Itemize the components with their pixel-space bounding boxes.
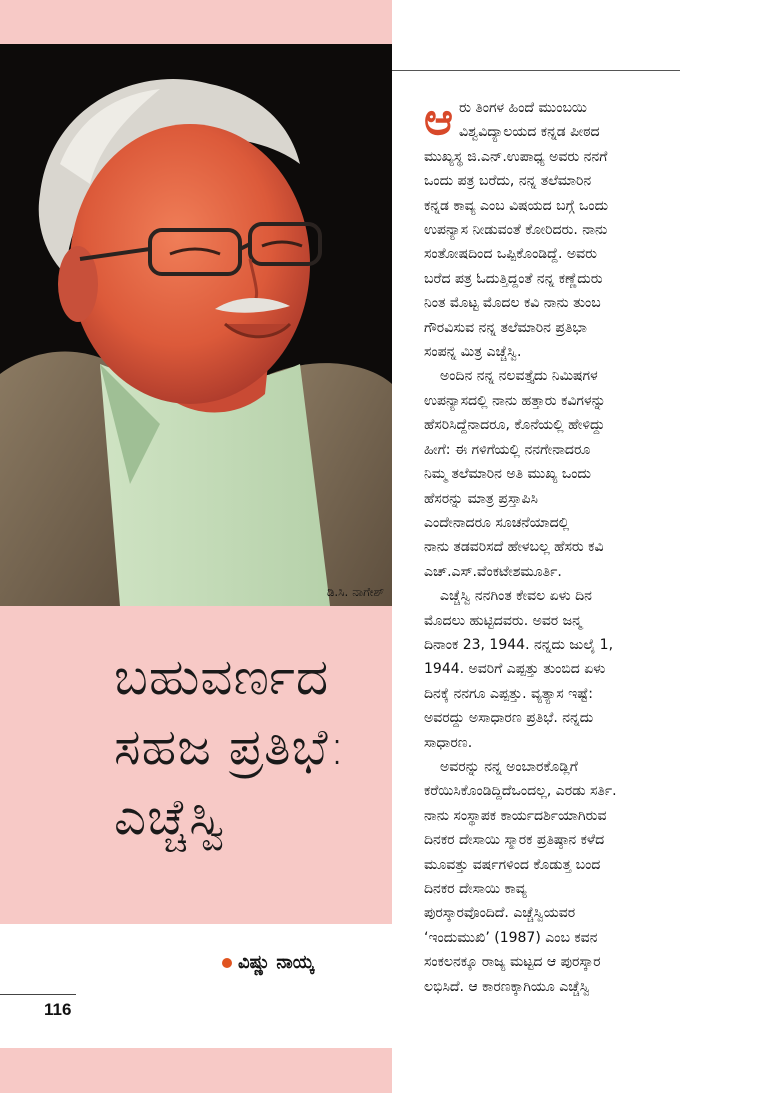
bottom-color-band xyxy=(0,1048,392,1093)
article-line: ರು ತಿಂಗಳ ಹಿಂದೆ ಮುಂಬಯಿ xyxy=(459,100,587,116)
article-line: ಲಭಿಸಿದೆ. ಆ ಕಾರಣಕ್ಕಾಗಿಯೂ ಎಚ್ಚೆಸ್ವಿ xyxy=(424,978,590,995)
article-line: ದಿನಕರ ದೇಸಾಯಿ ಕಾವ್ಯ xyxy=(424,881,527,897)
paragraph-3 xyxy=(424,584,680,755)
header-rule xyxy=(392,70,680,71)
article-line: ಮೂವತ್ತು ವರ್ಷಗಳಿಂದ ಕೊಡುತ್ತ ಬಂದ xyxy=(424,856,601,873)
page-number-rule xyxy=(0,994,76,995)
article-line: ನಾನು ತಡವರಿಸದೆ ಹೇಳಬಲ್ಲ ಹೆಸರು ಕವಿ xyxy=(424,539,604,556)
drop-cap: ಆ xyxy=(424,94,454,145)
article-line: ಉಪನ್ಯಾಸದಲ್ಲಿ ನಾನು ಹತ್ತಾರು ಕವಿಗಳನ್ನು xyxy=(424,392,606,409)
article-line: ಮುಖ್ಯಸ್ಥ ಜಿ.ಎನ್.ಉಪಾಧ್ಯ ಅವರು ನನಗೆ xyxy=(424,148,608,165)
article-line: ಸಂಪನ್ನ ಮಿತ್ರ ಎಚ್ಚೆಸ್ವಿ. xyxy=(424,344,522,361)
article-line: ದಿನಕ್ಕೆ ನನಗೂ ಎಪ್ಪತ್ತು. ವ್ಯತ್ಯಾಸ ಇಷ್ಟೆ: xyxy=(424,685,593,702)
byline xyxy=(222,952,314,973)
article-line: ಸಂತೋಷದಿಂದ ಒಪ್ಪಿಕೊಂಡಿದ್ದೆ. ಅವರು xyxy=(424,246,597,263)
article-line: 1944. ಅವರಿಗೆ ಎಪ್ಪತ್ತು ತುಂಬಿದ ಏಳು xyxy=(424,661,606,678)
article-line: ಹೆಸರಿಸಿದ್ದೆನಾದರೂ, ಕೊನೆಯಲ್ಲಿ ಹೇಳಿದ್ದು xyxy=(424,417,605,434)
top-color-band xyxy=(0,0,392,44)
bullet-icon xyxy=(222,958,232,968)
article-line: ದಿನಕರ ದೇಸಾಯಿ ಸ್ಮಾರಕ ಪ್ರತಿಷ್ಠಾನ ಕಳೆದ xyxy=(424,832,605,849)
article-line: ಅವರದ್ದು ಅಸಾಧಾರಣ ಪ್ರತಿಭೆ. ನನ್ನದು xyxy=(424,710,594,727)
article-line: ಬರೆದ ಪತ್ರ ಓದುತ್ತಿದ್ದಂತೆ ನನ್ನ ಕಣ್ಣೆದುರು xyxy=(424,270,603,287)
article-line: ವಿಶ್ವವಿದ್ಯಾಲಯದ ಕನ್ನಡ ಪೀಠದ xyxy=(459,124,600,141)
article-line: ಎಂದೇನಾದರೂ ಸೂಚನೆಯಾದಲ್ಲಿ xyxy=(424,514,570,531)
article-line: ನಿಮ್ಮ ತಲೆಮಾರಿನ ಅತಿ ಮುಖ್ಯ ಒಂದು xyxy=(424,466,591,483)
article-line: ಹೀಗೆ: ಈ ಗಳಿಗೆಯಲ್ಲಿ ನನಗೇನಾದರೂ xyxy=(424,441,591,458)
paragraph-2 xyxy=(424,364,680,584)
article-line: ಕನ್ನಡ ಕಾವ್ಯ ಎಂಬ ವಿಷಯದ ಬಗ್ಗೆ ಒಂದು xyxy=(424,197,609,214)
title-line-3: ಎಚ್ಚೆಸ್ವಿ xyxy=(114,788,226,846)
article-line: ‘ಇಂದುಮುಖಿ’ (1987) ಎಂಬ ಕವನ xyxy=(424,929,598,946)
title-panel xyxy=(0,606,392,924)
article-line: ಎಚ್.ಎಸ್.ವೆಂಕಟೇಶಮೂರ್ತಿ. xyxy=(424,563,562,580)
article-line: ಮೊದಲು ಹುಟ್ಟಿದವರು. ಅವರ ಜನ್ಮ xyxy=(424,612,582,629)
title-line-2: ಸಹಜ ಪ್ರತಿಭೆ: xyxy=(114,718,347,776)
article-line: ಅವರನ್ನು ನನ್ನ ಅಂಬಾರಕೊಡ್ಲಿಗೆ xyxy=(440,758,578,775)
author-name: ವಿಷ್ಣು ನಾಯ್ಕ xyxy=(238,952,314,973)
article-line: ಹೆಸರನ್ನು ಮಾತ್ರ ಪ್ರಸ್ತಾಪಿಸಿ xyxy=(424,490,538,507)
article-body xyxy=(424,96,680,999)
article-line: ಗೌರವಿಸುವ ನನ್ನ ತಲೆಮಾರಿನ ಪ್ರತಿಭಾ xyxy=(424,319,587,336)
portrait-illustration xyxy=(0,44,392,606)
portrait-photo xyxy=(0,44,392,606)
article-line: ಒಂದು ಪತ್ರ ಬರೆದು, ನನ್ನ ತಲೆಮಾರಿನ xyxy=(424,173,592,190)
article-line: ದಿನಾಂಕ 23, 1944. ನನ್ನದು ಜುಲೈ 1, xyxy=(424,636,614,653)
article-line: ಅಂದಿನ ನನ್ನ ನಲವತ್ತೈದು ನಿಮಿಷಗಳ xyxy=(440,368,598,385)
article-line: ಸಂಕಲನಕ್ಕೂ ರಾಜ್ಯ ಮಟ್ಟದ ಆ ಪುರಸ್ಕಾರ xyxy=(424,954,601,971)
article-line: ನಿಂತ ಮೊಟ್ಟ ಮೊದಲ ಕವಿ ನಾನು ತುಂಬ xyxy=(424,295,601,312)
article-line: ನಾನು ಸಂಸ್ಥಾಪಕ ಕಾರ್ಯದರ್ಶಿಯಾಗಿರುವ xyxy=(424,807,607,824)
article-line: ಕರೆಯಿಸಿಕೊಂಡಿದ್ದಿದೆಒಂದಲ್ಲ, ಎರಡು ಸರ್ತಿ. xyxy=(424,783,617,800)
article-line: ಉಪನ್ಯಾಸ ನೀಡುವಂತೆ ಕೋರಿದರು. ನಾನು xyxy=(424,222,608,239)
page-number: 116 xyxy=(44,1000,72,1019)
article-line: ಎಚ್ಚೆಸ್ವಿ ನನಗಿಂತ ಕೇವಲ ಏಳು ದಿನ xyxy=(440,588,592,605)
paragraph-4 xyxy=(424,755,680,999)
article-line: ಸಾಧಾರಣ. xyxy=(424,734,473,751)
paragraph-1 xyxy=(424,96,680,364)
article-title xyxy=(114,642,384,852)
photo-credit: ಡಿ.ಸಿ. ನಾಗೇಶ್ xyxy=(326,585,384,599)
article-line: ಪುರಸ್ಕಾರವೊಂದಿದೆ. ಎಚ್ಚೆಸ್ವಿಯವರ xyxy=(424,905,576,922)
title-line-1: ಬಹುವರ್ಣದ xyxy=(114,648,330,706)
